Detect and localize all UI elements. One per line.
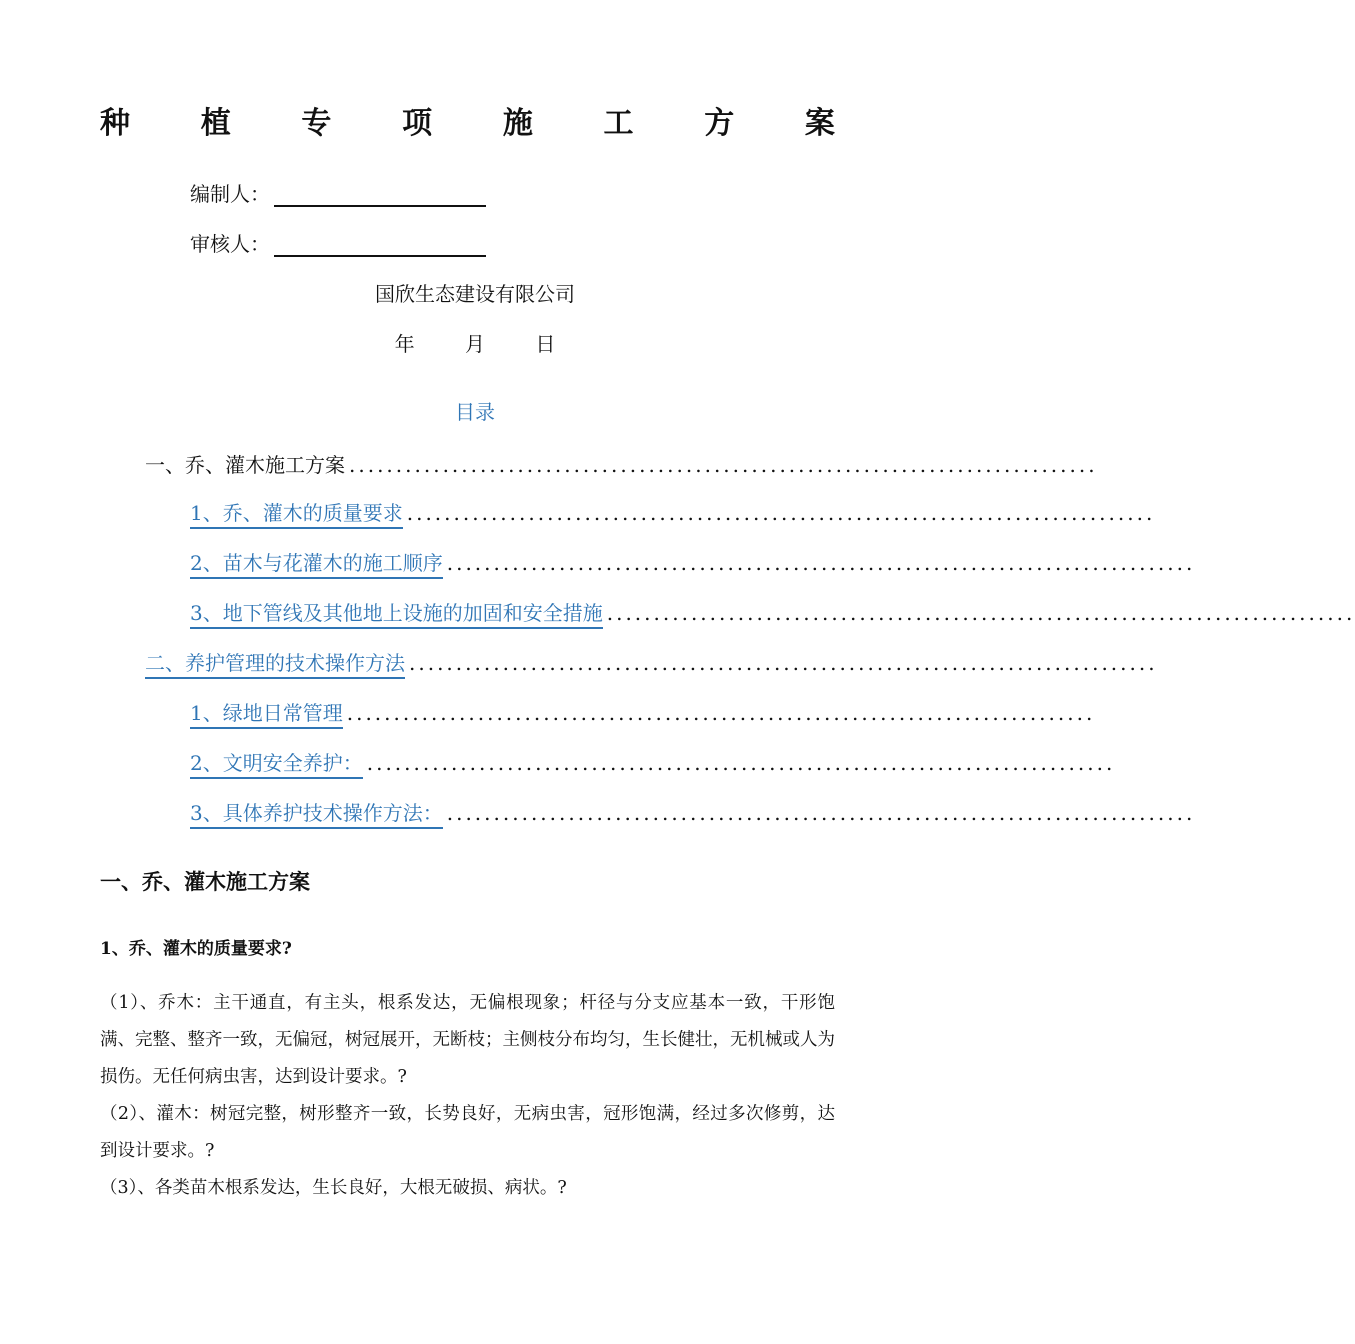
toc-leader-dots: ................................................................................ [446,801,1196,825]
toc-leader-dots: ................................................................................ [406,501,1156,525]
toc-leader-dots: ................................................................................ [606,601,1355,625]
toc-entry-link[interactable]: 2、文明安全养护： [190,747,363,779]
preparer-label: 编制人： [190,182,270,206]
date-month: 月 [465,332,485,356]
toc-title: 目录 [455,400,495,424]
section-heading: 一、乔、灌木施工方案 [100,869,310,894]
body-paragraph: （1）、乔木：主干通直，有主头，根系发达，无偏根现象；杆径与分支应基本一致，干形饱满、完整、整齐一致，无偏冠，树冠展开，无断枝；主侧枝分布均匀，生长健壮，无机械或人为损伤。无任何病虫害，达到设计要求。? [100,993,835,1087]
toc-entry[interactable] [190,547,1196,579]
date-line [0,328,950,357]
title-char: 施 [502,106,533,141]
toc-entry-link[interactable]: 2、苗木与花灌木的施工顺序 [190,547,443,579]
title-char: 种 [100,106,130,141]
toc-entry[interactable] [190,747,1116,779]
toc-leader-dots: ................................................................................ [409,651,1158,675]
title-char: 专 [301,106,332,141]
toc-entry[interactable] [190,597,1355,629]
title-char: 项 [402,106,433,141]
reviewer-label: 审核人： [190,232,270,256]
date-day: 日 [535,332,556,356]
title-char: 植 [200,106,231,141]
toc-entry-label: 一、乔、灌木施工方案 [145,453,345,477]
document-title [100,98,835,142]
toc-entry-link[interactable]: 3、地下管线及其他地上设施的加固和安全措施 [190,597,603,629]
toc-entry[interactable] [190,697,1096,729]
body-paragraph: （2）、灌木：树冠完整，树形整齐一致，长势良好，无病虫害，冠形饱满，经过多次修剪，达到设计要求。? [100,1104,835,1161]
subsection-heading: 1、乔、灌木的质量要求? [100,939,292,959]
preparer-field [190,178,486,207]
toc-leader-dots: ................................................................................ [349,453,1098,477]
toc-leader-dots: ................................................................................ [366,751,1116,775]
toc-entry[interactable] [190,797,1196,829]
toc-entry[interactable] [145,647,1158,679]
toc-leader-dots: ................................................................................ [446,551,1196,575]
date-year: 年 [394,332,415,356]
company-name: 国欣生态建设有限公司 [375,282,575,306]
title-char: 方 [704,106,735,141]
toc-entry [145,449,1098,478]
reviewer-field [190,228,486,257]
toc-entry-link[interactable]: 1、乔、灌木的质量要求 [190,497,403,529]
toc-entry-link[interactable]: 1、绿地日常管理 [190,697,343,729]
preparer-signature-line[interactable] [274,183,486,207]
reviewer-signature-line[interactable] [274,233,486,257]
toc-entry-link[interactable]: 二、养护管理的技术操作方法 [145,647,405,679]
title-char: 案 [804,106,835,141]
toc-entry-link[interactable]: 3、具体养护技术操作方法： [190,797,443,829]
title-char: 工 [603,106,634,141]
body-paragraph: （3）、各类苗木根系发达，生长良好，大根无破损、病状。? [100,1178,567,1198]
toc-entry[interactable] [190,497,1156,529]
toc-leader-dots: ................................................................................ [346,701,1096,725]
